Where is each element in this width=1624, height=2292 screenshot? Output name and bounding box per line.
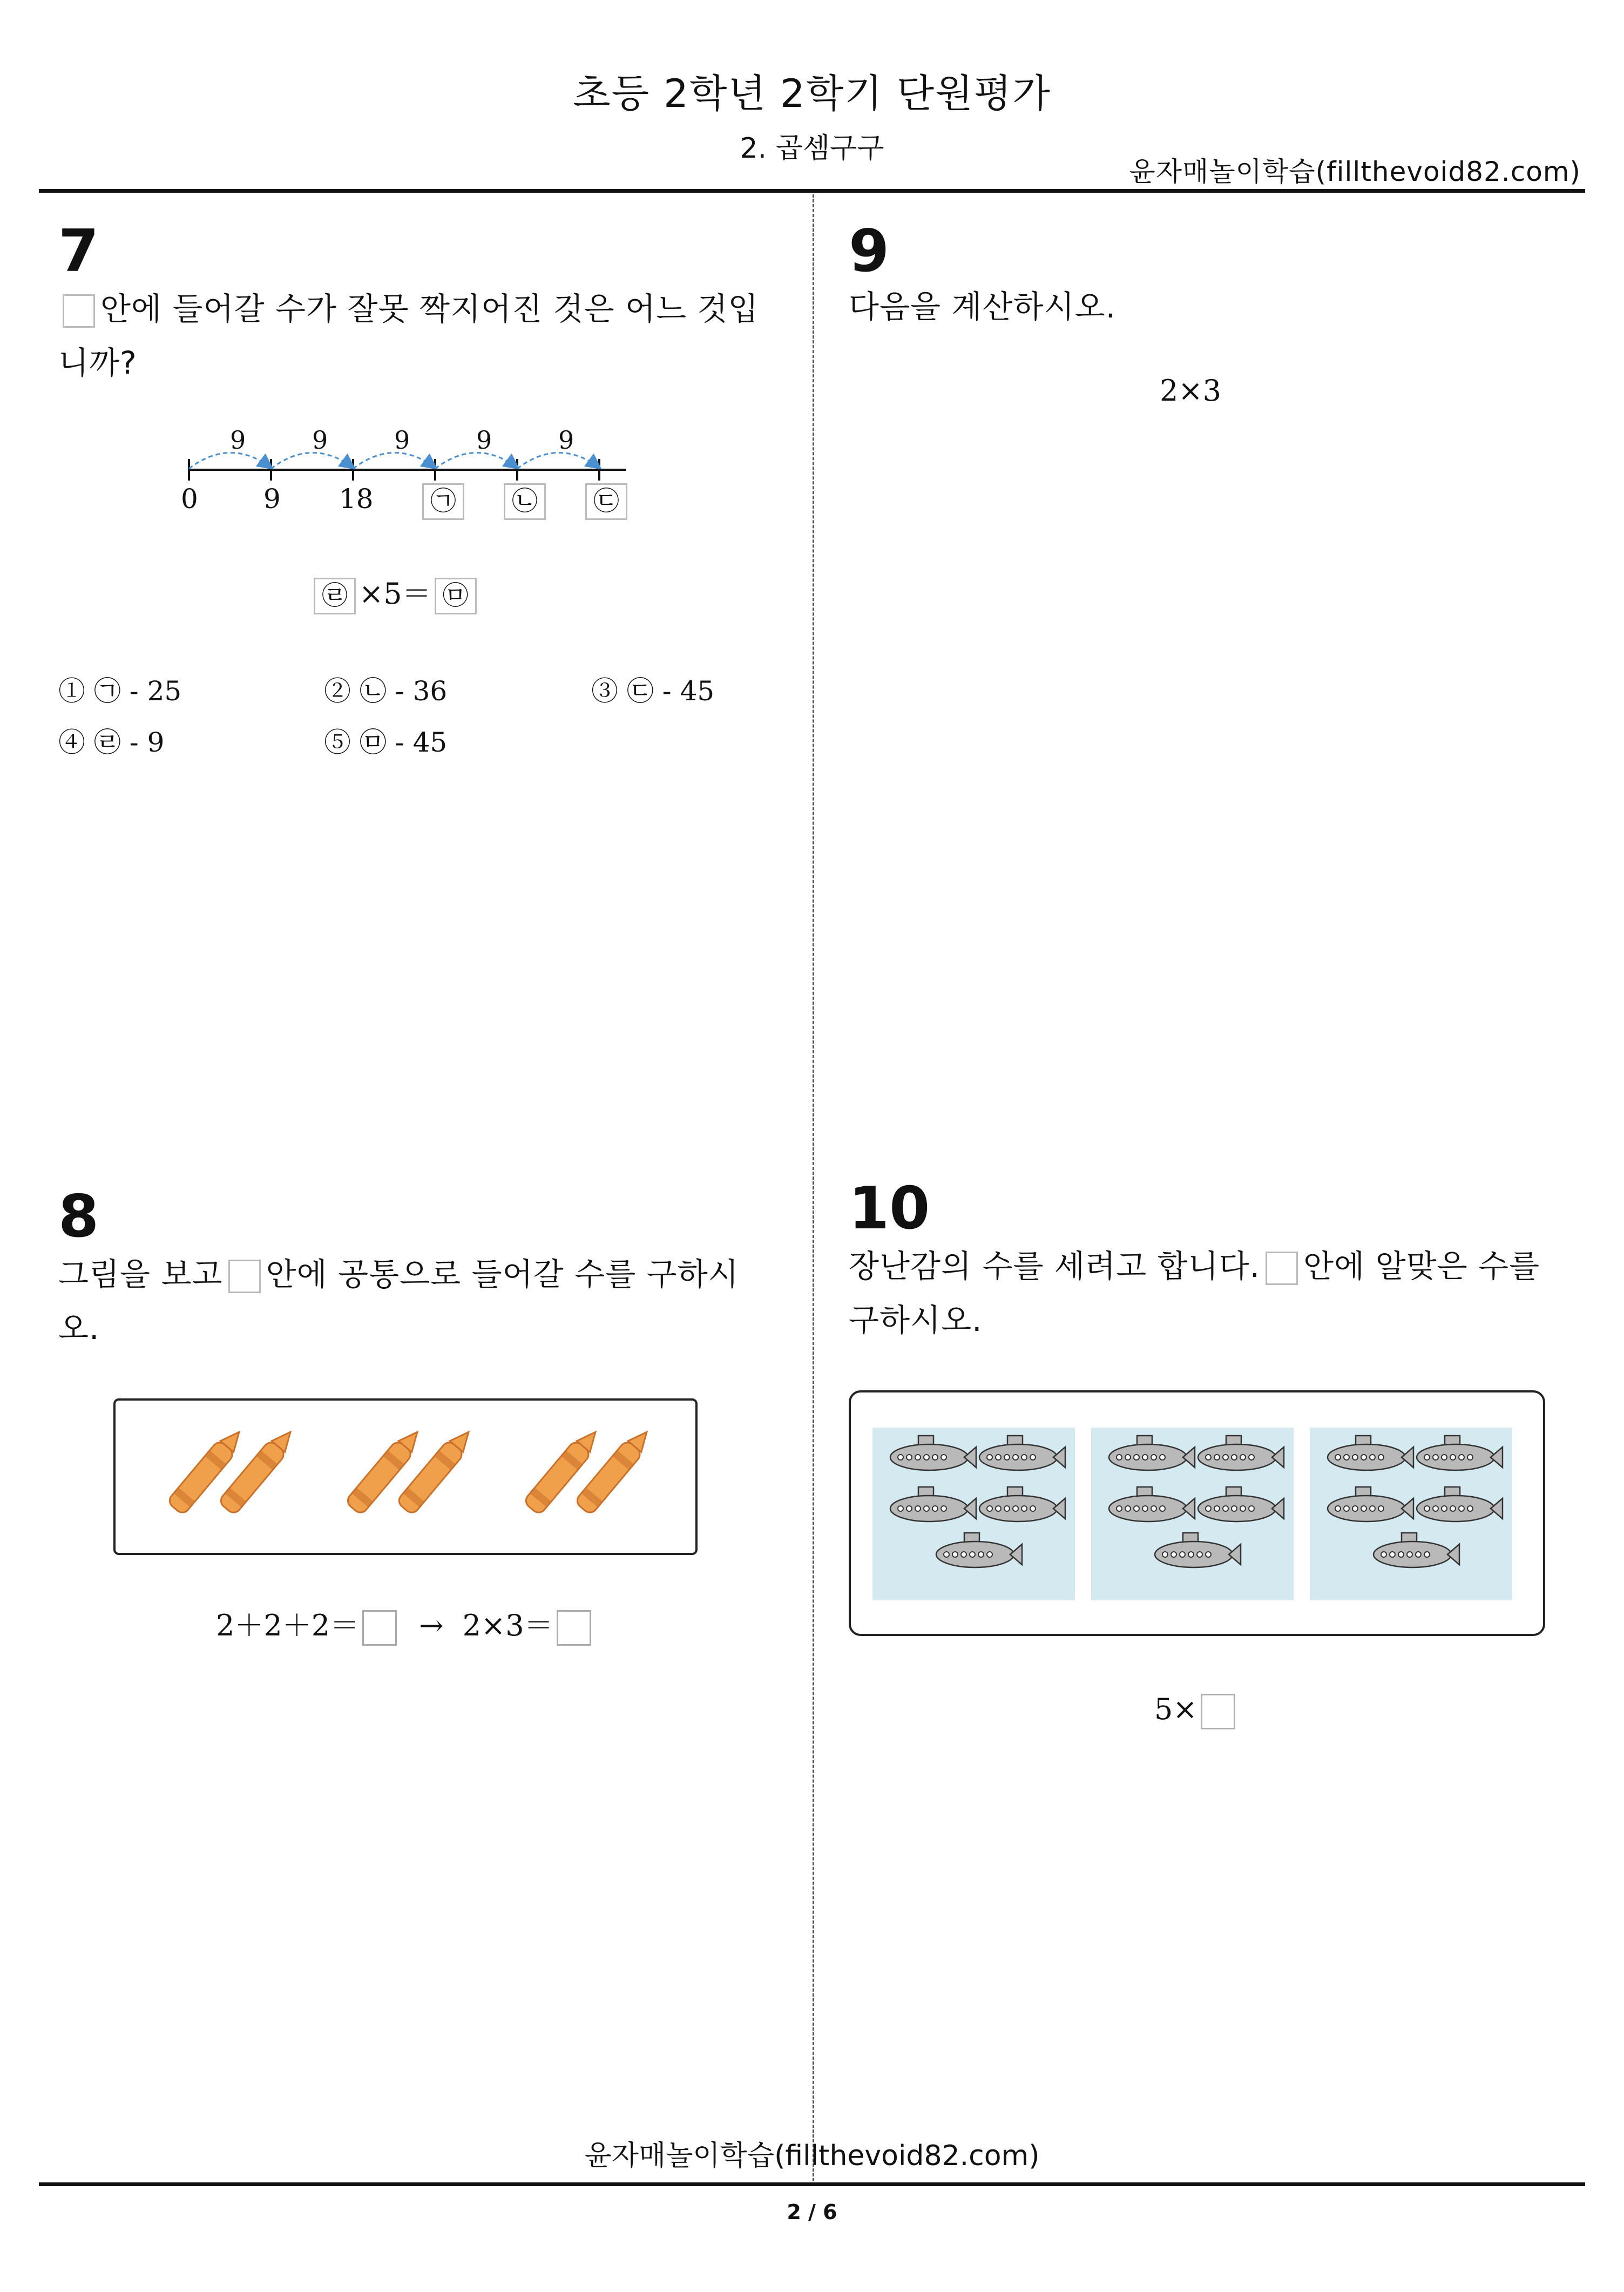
equation-sum: 2＋2＋2＝: [216, 1608, 360, 1642]
number-line-box-b: ㉡: [504, 483, 546, 520]
jump-label-3: 9: [394, 425, 410, 455]
question-7-line2: 니까?: [58, 344, 137, 381]
number-line-box-c: ㉢: [585, 483, 627, 520]
jump-label-2: 9: [312, 425, 328, 455]
answer-box: [228, 1260, 261, 1293]
arrow-icon: →: [419, 1608, 444, 1642]
question-10-expression: [1154, 1690, 1239, 1729]
choice-2[interactable]: ② ㉡ - 36: [324, 675, 448, 707]
question-8-text: [58, 1247, 771, 1355]
question-8-text-before: 그림을 보고: [58, 1256, 223, 1293]
submarine-picture: [851, 1392, 1543, 1634]
tick-label-0: 0: [181, 483, 198, 515]
jump-arc: [517, 452, 599, 469]
answer-box: [1266, 1252, 1298, 1285]
jump-label-5: 9: [558, 425, 574, 455]
question-10-text-before: 장난감의 수를 세려고 합니다.: [849, 1248, 1261, 1284]
footer-rule: [39, 2182, 1585, 2186]
site-credit-footer: 윤자매놀이학습(fillthevoid82.com): [584, 2140, 1040, 2172]
expression-text: 5×: [1154, 1692, 1197, 1726]
question-10-text-after: 안에 알맞은 수를: [1303, 1248, 1540, 1284]
answer-box-sum[interactable]: [362, 1610, 397, 1646]
choice-5[interactable]: ⑤ ㉤ - 45: [324, 727, 448, 758]
equation-operator: ×5＝: [359, 577, 431, 611]
jump-arc: [189, 452, 271, 469]
question-7-equation: [310, 574, 480, 614]
crayon-picture-frame: [113, 1398, 698, 1555]
answer-box: [63, 294, 95, 328]
choice-3[interactable]: ③ ㉢ - 45: [591, 675, 715, 707]
question-8-text-after: 안에 공통으로 들어갈 수를 구하시: [266, 1256, 739, 1293]
tick-label-9: 9: [263, 483, 281, 515]
question-8-equation: [216, 1606, 594, 1646]
choice-1[interactable]: ① ㉠ - 25: [58, 675, 182, 707]
equation-box-e: ㉤: [435, 578, 477, 614]
crayon-picture: [116, 1401, 695, 1553]
question-7-text: [58, 282, 760, 390]
answer-box-product[interactable]: [557, 1610, 591, 1646]
question-9-number: 9: [849, 218, 890, 285]
question-9-expression: 2×3: [1160, 374, 1221, 408]
column-divider: [813, 194, 814, 2181]
equation-product: 2×3＝: [462, 1608, 553, 1642]
page-number: 2 / 6: [787, 2200, 837, 2224]
site-credit-top: 윤자매놀이학습(fillthevoid82.com): [1129, 156, 1581, 187]
jump-label-4: 9: [476, 425, 492, 455]
question-9-text: 다음을 계산하시오.: [849, 288, 1116, 325]
number-line-box-a: ㉠: [422, 483, 464, 520]
question-10-number: 10: [849, 1175, 930, 1242]
tick-label-18: 18: [339, 483, 374, 515]
question-7-number: 7: [58, 218, 99, 285]
question-8-line2: 오.: [58, 1310, 100, 1347]
jump-arc: [353, 452, 435, 469]
header-rule: [39, 189, 1585, 193]
question-10-text: [849, 1239, 1561, 1347]
equation-box-d: ㉣: [314, 578, 356, 614]
answer-box-q10[interactable]: [1201, 1694, 1235, 1729]
jump-arc: [271, 452, 353, 469]
question-8-number: 8: [58, 1183, 99, 1250]
submarine-picture-frame: [849, 1390, 1545, 1636]
page-title: 초등 2학년 2학기 단원평가: [573, 71, 1051, 116]
question-7-line1: 안에 들어갈 수가 잘못 짝지어진 것은 어느 것입: [100, 290, 759, 327]
page-subtitle: 2. 곱셈구구: [740, 132, 884, 165]
jump-label-1: 9: [230, 425, 246, 455]
jump-arc: [435, 452, 517, 469]
question-10-line2: 구하시오.: [849, 1302, 983, 1338]
choice-4[interactable]: ④ ㉣ - 9: [58, 727, 165, 758]
